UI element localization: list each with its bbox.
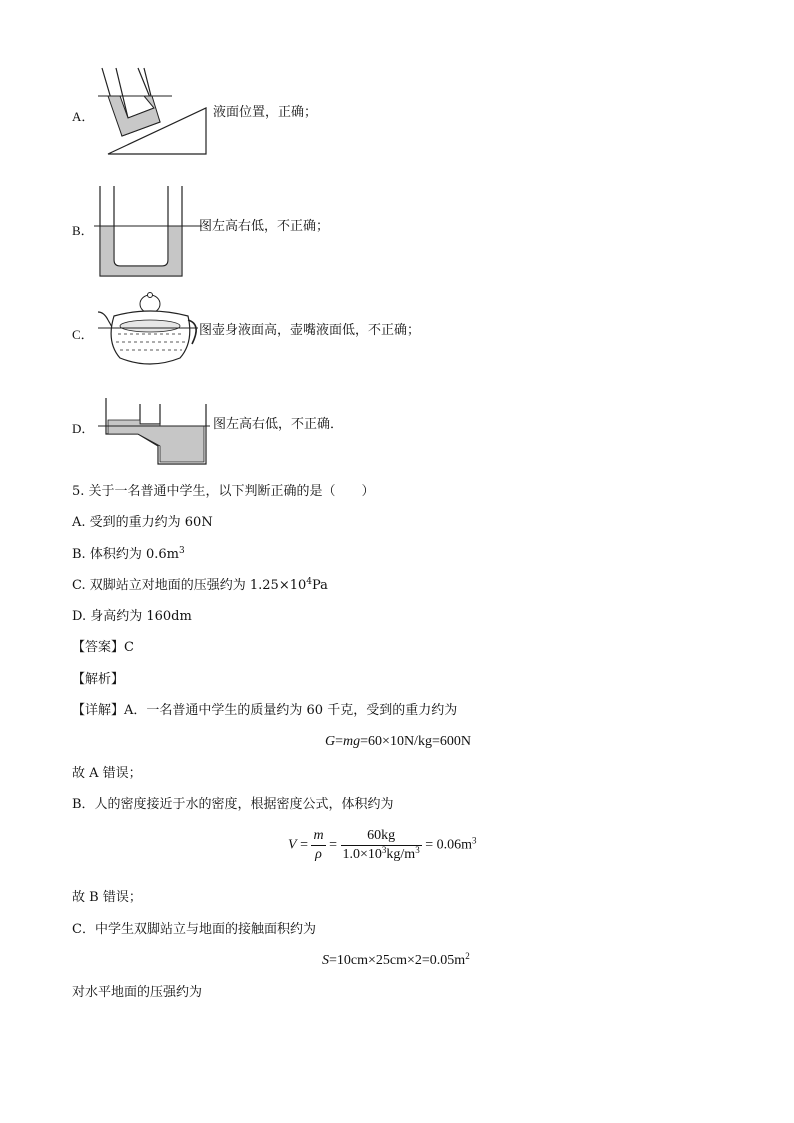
formula-area: $S=10cm\times 25cm\times 2=0.05m^2$ [322, 951, 470, 968]
inclined-u-tube-icon [98, 66, 210, 158]
option-d-label: D． [72, 421, 95, 436]
option-d-text: 图左高右低，不正确． [213, 417, 344, 432]
detail-line-4: 对水平地面的压强约为 [72, 985, 203, 1000]
option-a-text: 液面位置，正确； [213, 105, 318, 120]
option-b-label: B． [72, 223, 94, 238]
question-stem: 5. 关于一名普通中学生，以下判断正确的是（ ） [72, 484, 375, 499]
choice-c: C. 双脚站立对地面的压强约为 $1.25\times 10^4Pa$ [72, 577, 328, 593]
conclusion-a: 故 A 错误； [72, 766, 142, 781]
option-c-text: 图壶身液面高，壶嘴液面低，不正确； [199, 323, 421, 338]
answer-line: 【答案】C [72, 640, 134, 655]
choice-d: D. 身高约为 160dm [72, 609, 192, 624]
fraction-m-rho: $\frac{m}{\rho}$ [313, 828, 324, 862]
detail-line-1: 【详解】A．一名普通中学生的质量约为 60 千克，受到的重力约为 [72, 703, 458, 718]
formula-volume: V = $\frac{m}{\rho}$ = $\frac{60kg}{1.0\times 10^3kg/m^3}$ = $0.06m^3$ [288, 828, 477, 862]
u-tube-icon [94, 184, 204, 280]
option-c-label: C． [72, 327, 94, 342]
detail-line-3: C．中学生双脚站立与地面的接触面积约为 [72, 922, 316, 937]
choice-a: A. 受到的重力约为 60N [72, 515, 213, 530]
option-a-label: A． [72, 109, 95, 124]
analysis-tag: 【解析】 [72, 672, 125, 687]
choice-b: B. 体积约为 $0.6m^3$ [72, 546, 185, 562]
detail-line-2: B．人的密度接近于水的密度，根据密度公式，体积约为 [72, 797, 394, 812]
option-b-text: 图左高右低，不正确； [199, 219, 330, 234]
conclusion-b: 故 B 错误； [72, 890, 142, 905]
teapot-icon [94, 292, 206, 372]
formula-gravity: G=mg=60×10N/kg=600N [325, 734, 471, 749]
fraction-mass-density: $\frac{60kg}{1.0\times 10^3kg/m^3}$ [342, 828, 420, 862]
connected-vessel-icon [98, 394, 210, 468]
